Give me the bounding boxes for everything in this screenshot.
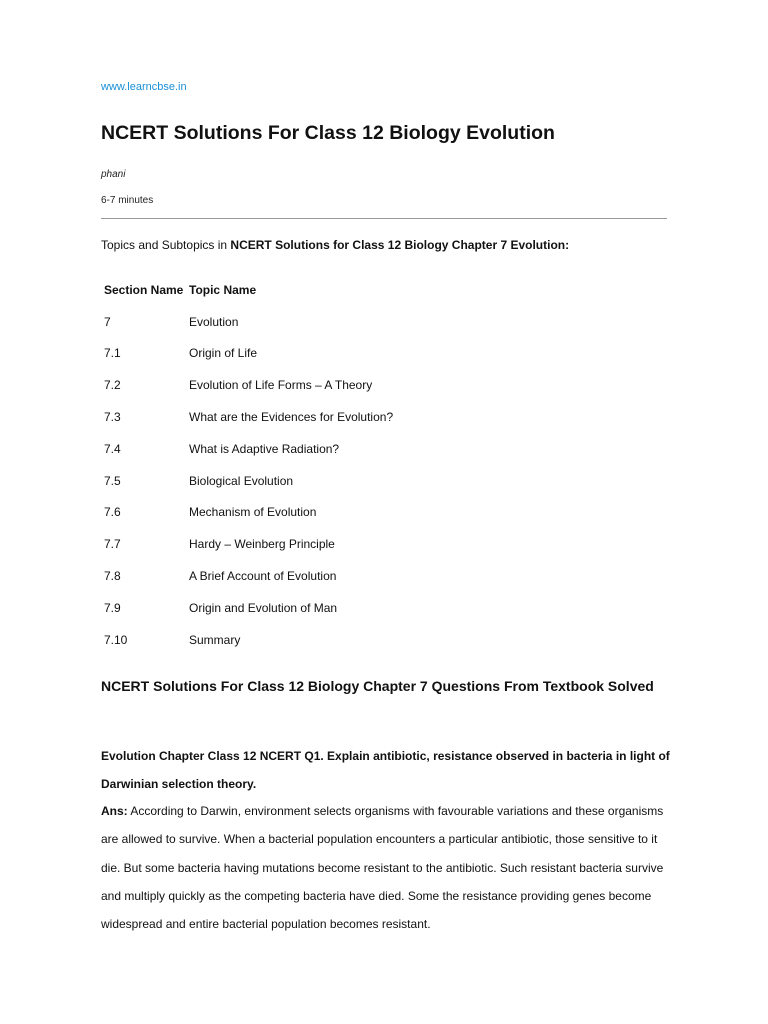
topic-cell: Evolution of Life Forms – A Theory xyxy=(189,378,373,393)
topics-table xyxy=(101,274,501,656)
answer-text: According to Darwin, environment selects organisms with favourable variations and these organisms are allowed to survive. When a bacterial population encounters a particular antibiotic, those sensitive to it die. But some bacteria having mutations become resistant to the antibiotic. Such resistant bacteria survive and multiply quickly as the competing bacteria have died. Some the resistance providing genes become widespread and entire bacterial population becomes resistant. xyxy=(101,804,664,932)
table-row xyxy=(101,624,501,656)
header-divider xyxy=(101,218,667,219)
section-cell: 7.7 xyxy=(104,537,121,552)
section-cell: 7.8 xyxy=(104,569,121,584)
table-row xyxy=(101,369,501,401)
section-cell: 7.3 xyxy=(104,410,121,425)
topics-table-header-row xyxy=(101,274,501,306)
topic-cell: Summary xyxy=(189,632,241,647)
page-title: NCERT Solutions For Class 12 Biology Evolution xyxy=(101,122,555,144)
section-cell: 7.2 xyxy=(104,378,121,393)
topic-cell: Origin and Evolution of Man xyxy=(189,600,338,615)
topic-cell: What are the Evidences for Evolution? xyxy=(189,410,394,425)
topic-cell: Biological Evolution xyxy=(189,473,294,488)
question-text: Evolution Chapter Class 12 NCERT Q1. Explain antibiotic, resistance observed in bacteria in light of Darwinian selection theory. xyxy=(101,749,670,791)
topic-cell: Origin of Life xyxy=(189,346,258,361)
section-cell: 7.6 xyxy=(104,505,121,520)
topic-cell: A Brief Account of Evolution xyxy=(189,569,337,584)
column-header-section: Section Name xyxy=(104,282,184,297)
topic-cell: What is Adaptive Radiation? xyxy=(189,441,340,456)
section-cell: 7.1 xyxy=(104,346,121,361)
author-name: phani xyxy=(101,169,126,180)
topics-intro-prefix: Topics and Subtopics in xyxy=(101,238,231,252)
table-row xyxy=(101,338,501,370)
answer-label: Ans: xyxy=(101,804,128,818)
topic-cell: Evolution xyxy=(189,314,239,329)
table-row xyxy=(101,560,501,592)
section-cell: 7.5 xyxy=(104,473,121,488)
site-link[interactable]: www.learncbse.in xyxy=(101,81,187,93)
topics-intro-bold: NCERT Solutions for Class 12 Biology Chapter 7 Evolution: xyxy=(230,238,570,252)
table-row xyxy=(101,465,501,497)
table-row xyxy=(101,306,501,338)
answer-paragraph xyxy=(101,797,671,938)
section-cell: 7 xyxy=(104,314,111,329)
section-cell: 7.10 xyxy=(104,632,128,647)
topic-cell: Mechanism of Evolution xyxy=(189,505,317,520)
table-row xyxy=(101,592,501,624)
table-row xyxy=(101,497,501,529)
read-time: 6-7 minutes xyxy=(101,195,154,206)
table-row xyxy=(101,401,501,433)
topics-intro xyxy=(101,238,569,252)
section-cell: 7.4 xyxy=(104,441,121,456)
section-heading: NCERT Solutions For Class 12 Biology Chapter 7 Questions From Textbook Solved xyxy=(101,678,654,694)
table-row xyxy=(101,433,501,465)
section-cell: 7.9 xyxy=(104,600,121,615)
topic-cell: Hardy – Weinberg Principle xyxy=(189,537,335,552)
table-row xyxy=(101,528,501,560)
column-header-topic: Topic Name xyxy=(189,282,257,297)
